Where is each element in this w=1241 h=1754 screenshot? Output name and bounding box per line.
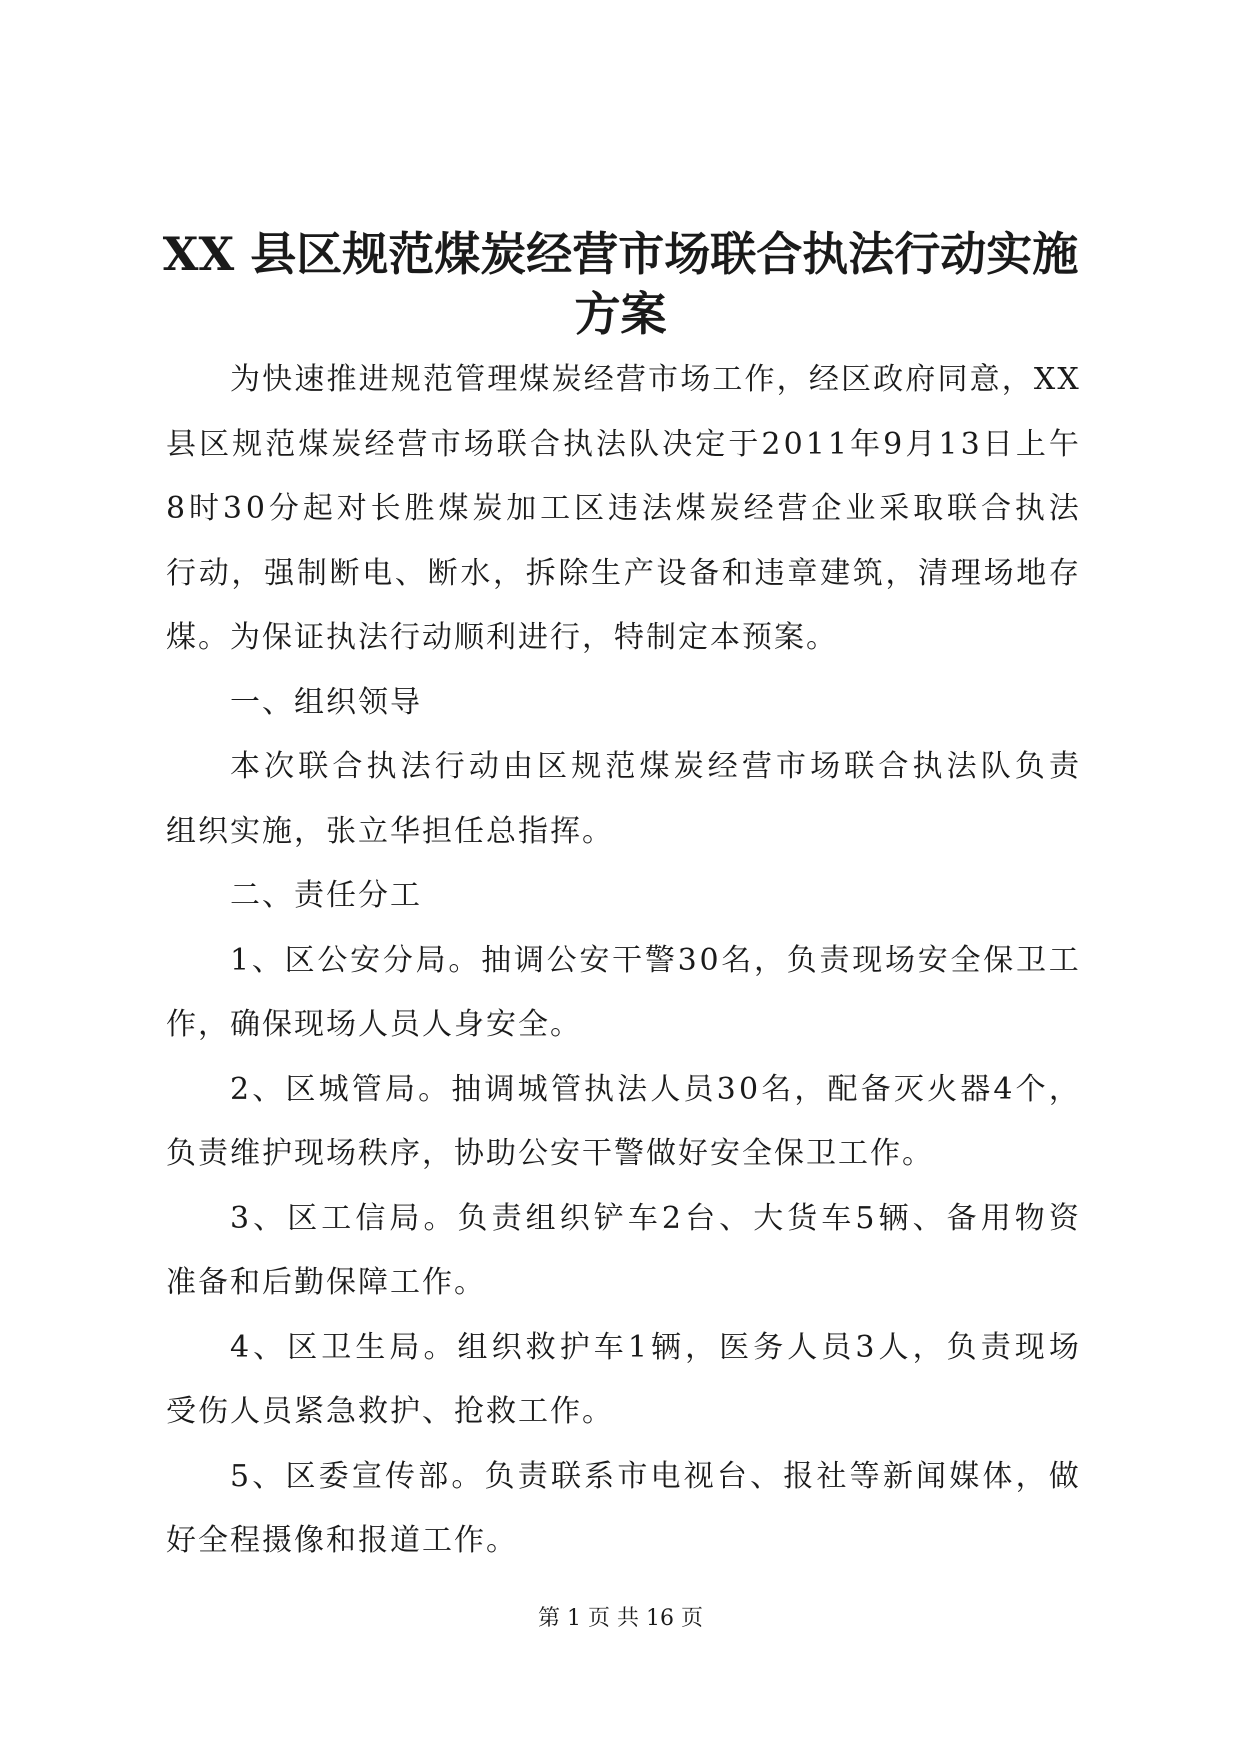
text-line: 本 次 联 合 执 法 行 动 由 区 规 范 煤 炭 经 营 市 场 联 合 执 法 队 负 责 <box>230 749 1081 784</box>
text-line: 8 时 3 0 分 起 对 长 胜 煤 炭 加 工 区 违 法 煤 炭 经 营 企 业 采 取 联 合 执 法 <box>166 491 1081 526</box>
text-line: 县 区 规 范 煤 炭 经 营 市 场 联 合 执 法 队 决 定 于 2 0 1 1 年 9 月 1 3 日 上 午 <box>166 426 1081 462</box>
text-line: 4 、 区 卫 生 局 。 组 织 救 护 车 1 辆 ， 医 务 人 员 3 人 ， 负 责 现 场 <box>230 1329 1081 1365</box>
text-line: 为 快 速 推 进 规 范 管 理 煤 炭 经 营 市 场 工 作 ， 经 区 政 府 同 意 ， X X <box>230 362 1081 397</box>
document-title-line-1: XX 县区规范煤炭经营市场联合执法行动实施 <box>162 227 1079 281</box>
page-footer: 第 1 页 共 16 页 <box>538 1606 703 1631</box>
document-title-line-2: 方案 <box>574 287 667 341</box>
text-line: 二、责任分工 <box>230 878 422 913</box>
document-body <box>166 348 1081 1574</box>
text-line: 3 、 区 工 信 局 。 负 责 组 织 铲 车 2 台 、 大 货 车 5 辆 、 备 用 物 资 <box>230 1200 1081 1236</box>
text-line: 1 、 区 公 安 分 局 。 抽 调 公 安 干 警 3 0 名 ， 负 责 现 场 安 全 保 卫 工 <box>230 942 1081 978</box>
text-line: 作，确保现场人员人身安全。 <box>166 1007 582 1042</box>
text-line: 2 、 区 城 管 局 。 抽 调 城 管 执 法 人 员 3 0 名 ， 配 备 灭 火 器 4 个 ， <box>230 1071 1081 1107</box>
text-line: 煤。为保证执法行动顺利进行，特制定本预案。 <box>166 620 838 655</box>
text-line: 好全程摄像和报道工作。 <box>166 1523 518 1558</box>
text-line: 组织实施，张立华担任总指挥。 <box>166 813 614 849</box>
text-line: 负责维护现场秩序，协助公安干警做好安全保卫工作。 <box>166 1136 934 1171</box>
text-line: 一、组织领导 <box>230 684 422 720</box>
text-line: 5 、 区 委 宣 传 部 。 负 责 联 系 市 电 视 台 、 报 社 等 新 闻 媒 体 ， 做 <box>230 1458 1081 1494</box>
text-line: 行 动 ， 强 制 断 电 、 断 水 ， 拆 除 生 产 设 备 和 违 章 建 筑 ， 清 理 场 地 存 <box>166 555 1081 591</box>
text-line: 准备和后勤保障工作。 <box>166 1265 486 1300</box>
text-line: 受伤人员紧急救护、抢救工作。 <box>166 1394 614 1429</box>
